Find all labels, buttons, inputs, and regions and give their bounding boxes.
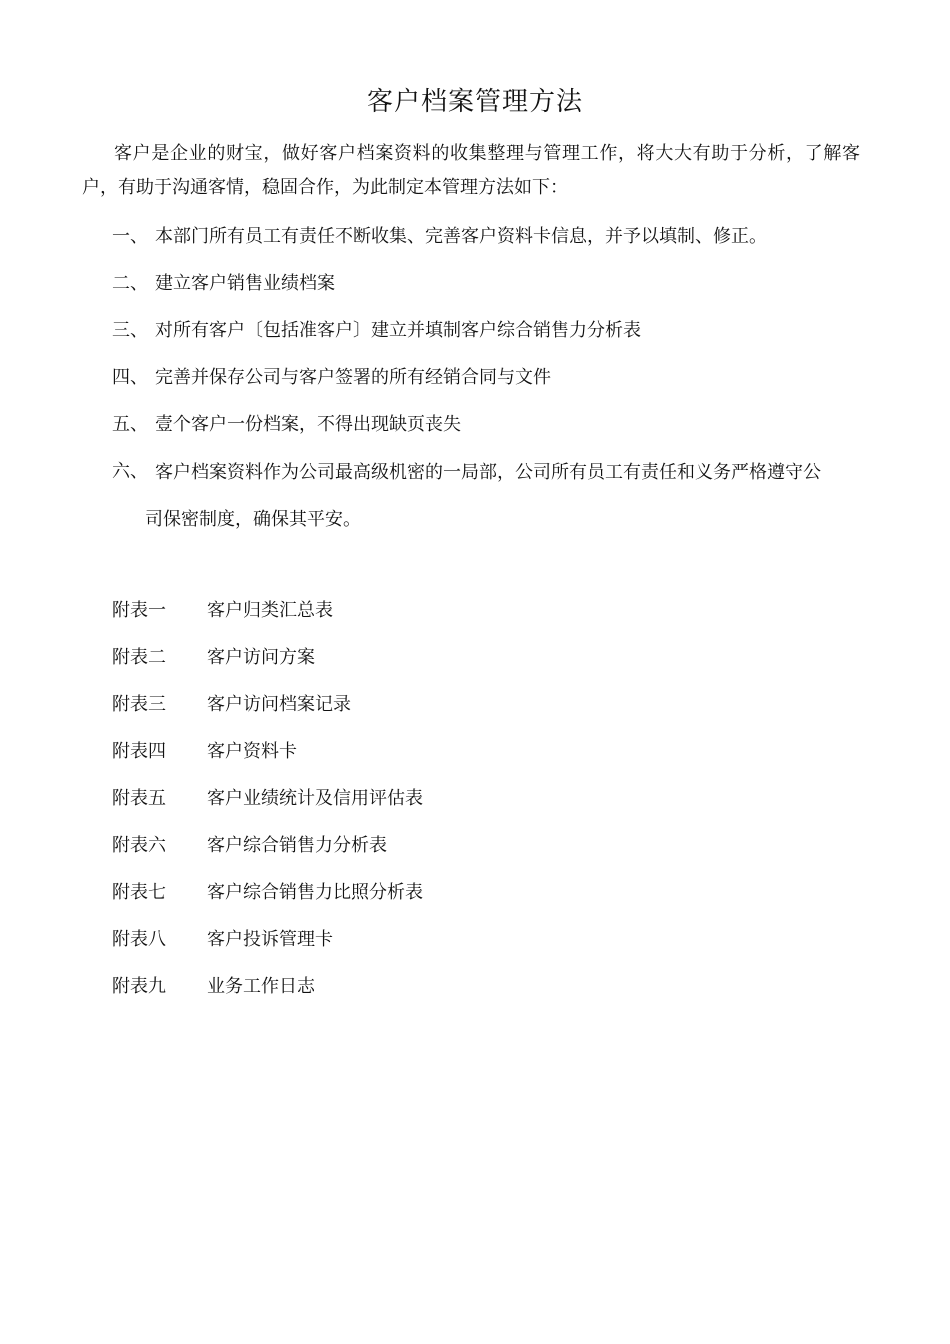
item-text: 建立客户销售业绩档案 xyxy=(155,273,335,294)
item-text: 壹个客户一份档案，不得出现缺页丧失 xyxy=(155,414,461,435)
list-item xyxy=(112,363,872,393)
item-number: 二、 xyxy=(112,273,148,294)
document-title: 客户档案管理方法 xyxy=(366,87,583,117)
appendix-row xyxy=(112,831,712,878)
list-item xyxy=(112,222,872,252)
list-item xyxy=(112,269,872,299)
appendix-row xyxy=(112,784,712,831)
appendix-label: 附表八 xyxy=(112,929,166,950)
appendix-name: 客户访问方案 xyxy=(207,647,315,668)
appendix-row xyxy=(112,878,712,925)
appendix-label: 附表二 xyxy=(112,647,166,668)
item-text: 完善并保存公司与客户签署的所有经销合同与文件 xyxy=(155,367,551,388)
item-text: 本部门所有员工有责任不断收集、完善客户资料卡信息，并予以填制、修正。 xyxy=(155,226,767,247)
appendix-list xyxy=(112,596,712,1019)
appendix-row xyxy=(112,643,712,690)
appendix-name: 客户访问档案记录 xyxy=(207,694,351,715)
item-number: 五、 xyxy=(112,414,148,435)
appendix-label: 附表四 xyxy=(112,741,166,762)
appendix-name: 客户综合销售力比照分析表 xyxy=(207,882,423,903)
appendix-row xyxy=(112,925,712,972)
item-text: 对所有客户〔包括准客户〕建立并填制客户综合销售力分析表 xyxy=(155,320,641,341)
appendix-name: 客户业绩统计及信用评估表 xyxy=(207,788,423,809)
appendix-label: 附表一 xyxy=(112,600,166,621)
appendix-name: 客户综合销售力分析表 xyxy=(207,835,387,856)
appendix-row xyxy=(112,972,712,1019)
intro-paragraph: 客户是企业的财宝，做好客户档案资料的收集整理与管理工作，将大大有助于分析，了解客户，有助于沟通客情，稳固合作，为此制定本管理方法如下： xyxy=(82,143,860,198)
appendix-row xyxy=(112,737,712,784)
item-text-line: 客户档案资料作为公司最高级机密的一局部，公司所有员工有责任和义务严格遵守公 xyxy=(155,462,821,483)
item-number: 六、 xyxy=(112,461,148,482)
list-item xyxy=(112,410,872,440)
appendix-name: 客户投诉管理卡 xyxy=(207,929,333,950)
appendix-label: 附表五 xyxy=(112,788,166,809)
list-item xyxy=(112,457,872,543)
list-item xyxy=(112,316,872,346)
appendix-row xyxy=(112,596,712,643)
item-number: 一、 xyxy=(112,226,148,247)
appendix-label: 附表三 xyxy=(112,694,166,715)
item-number: 三、 xyxy=(112,320,148,341)
appendix-label: 附表六 xyxy=(112,835,166,856)
item-text xyxy=(145,449,872,543)
appendix-label: 附表七 xyxy=(112,882,166,903)
item-number: 四、 xyxy=(112,367,148,388)
rules-list xyxy=(112,222,872,543)
item-text-line: 司保密制度，确保其平安。 xyxy=(145,509,361,530)
appendix-row xyxy=(112,690,712,737)
appendix-name: 客户归类汇总表 xyxy=(207,600,333,621)
appendix-name: 客户资料卡 xyxy=(207,741,297,762)
appendix-label: 附表九 xyxy=(112,976,166,997)
appendix-name: 业务工作日志 xyxy=(207,976,315,997)
